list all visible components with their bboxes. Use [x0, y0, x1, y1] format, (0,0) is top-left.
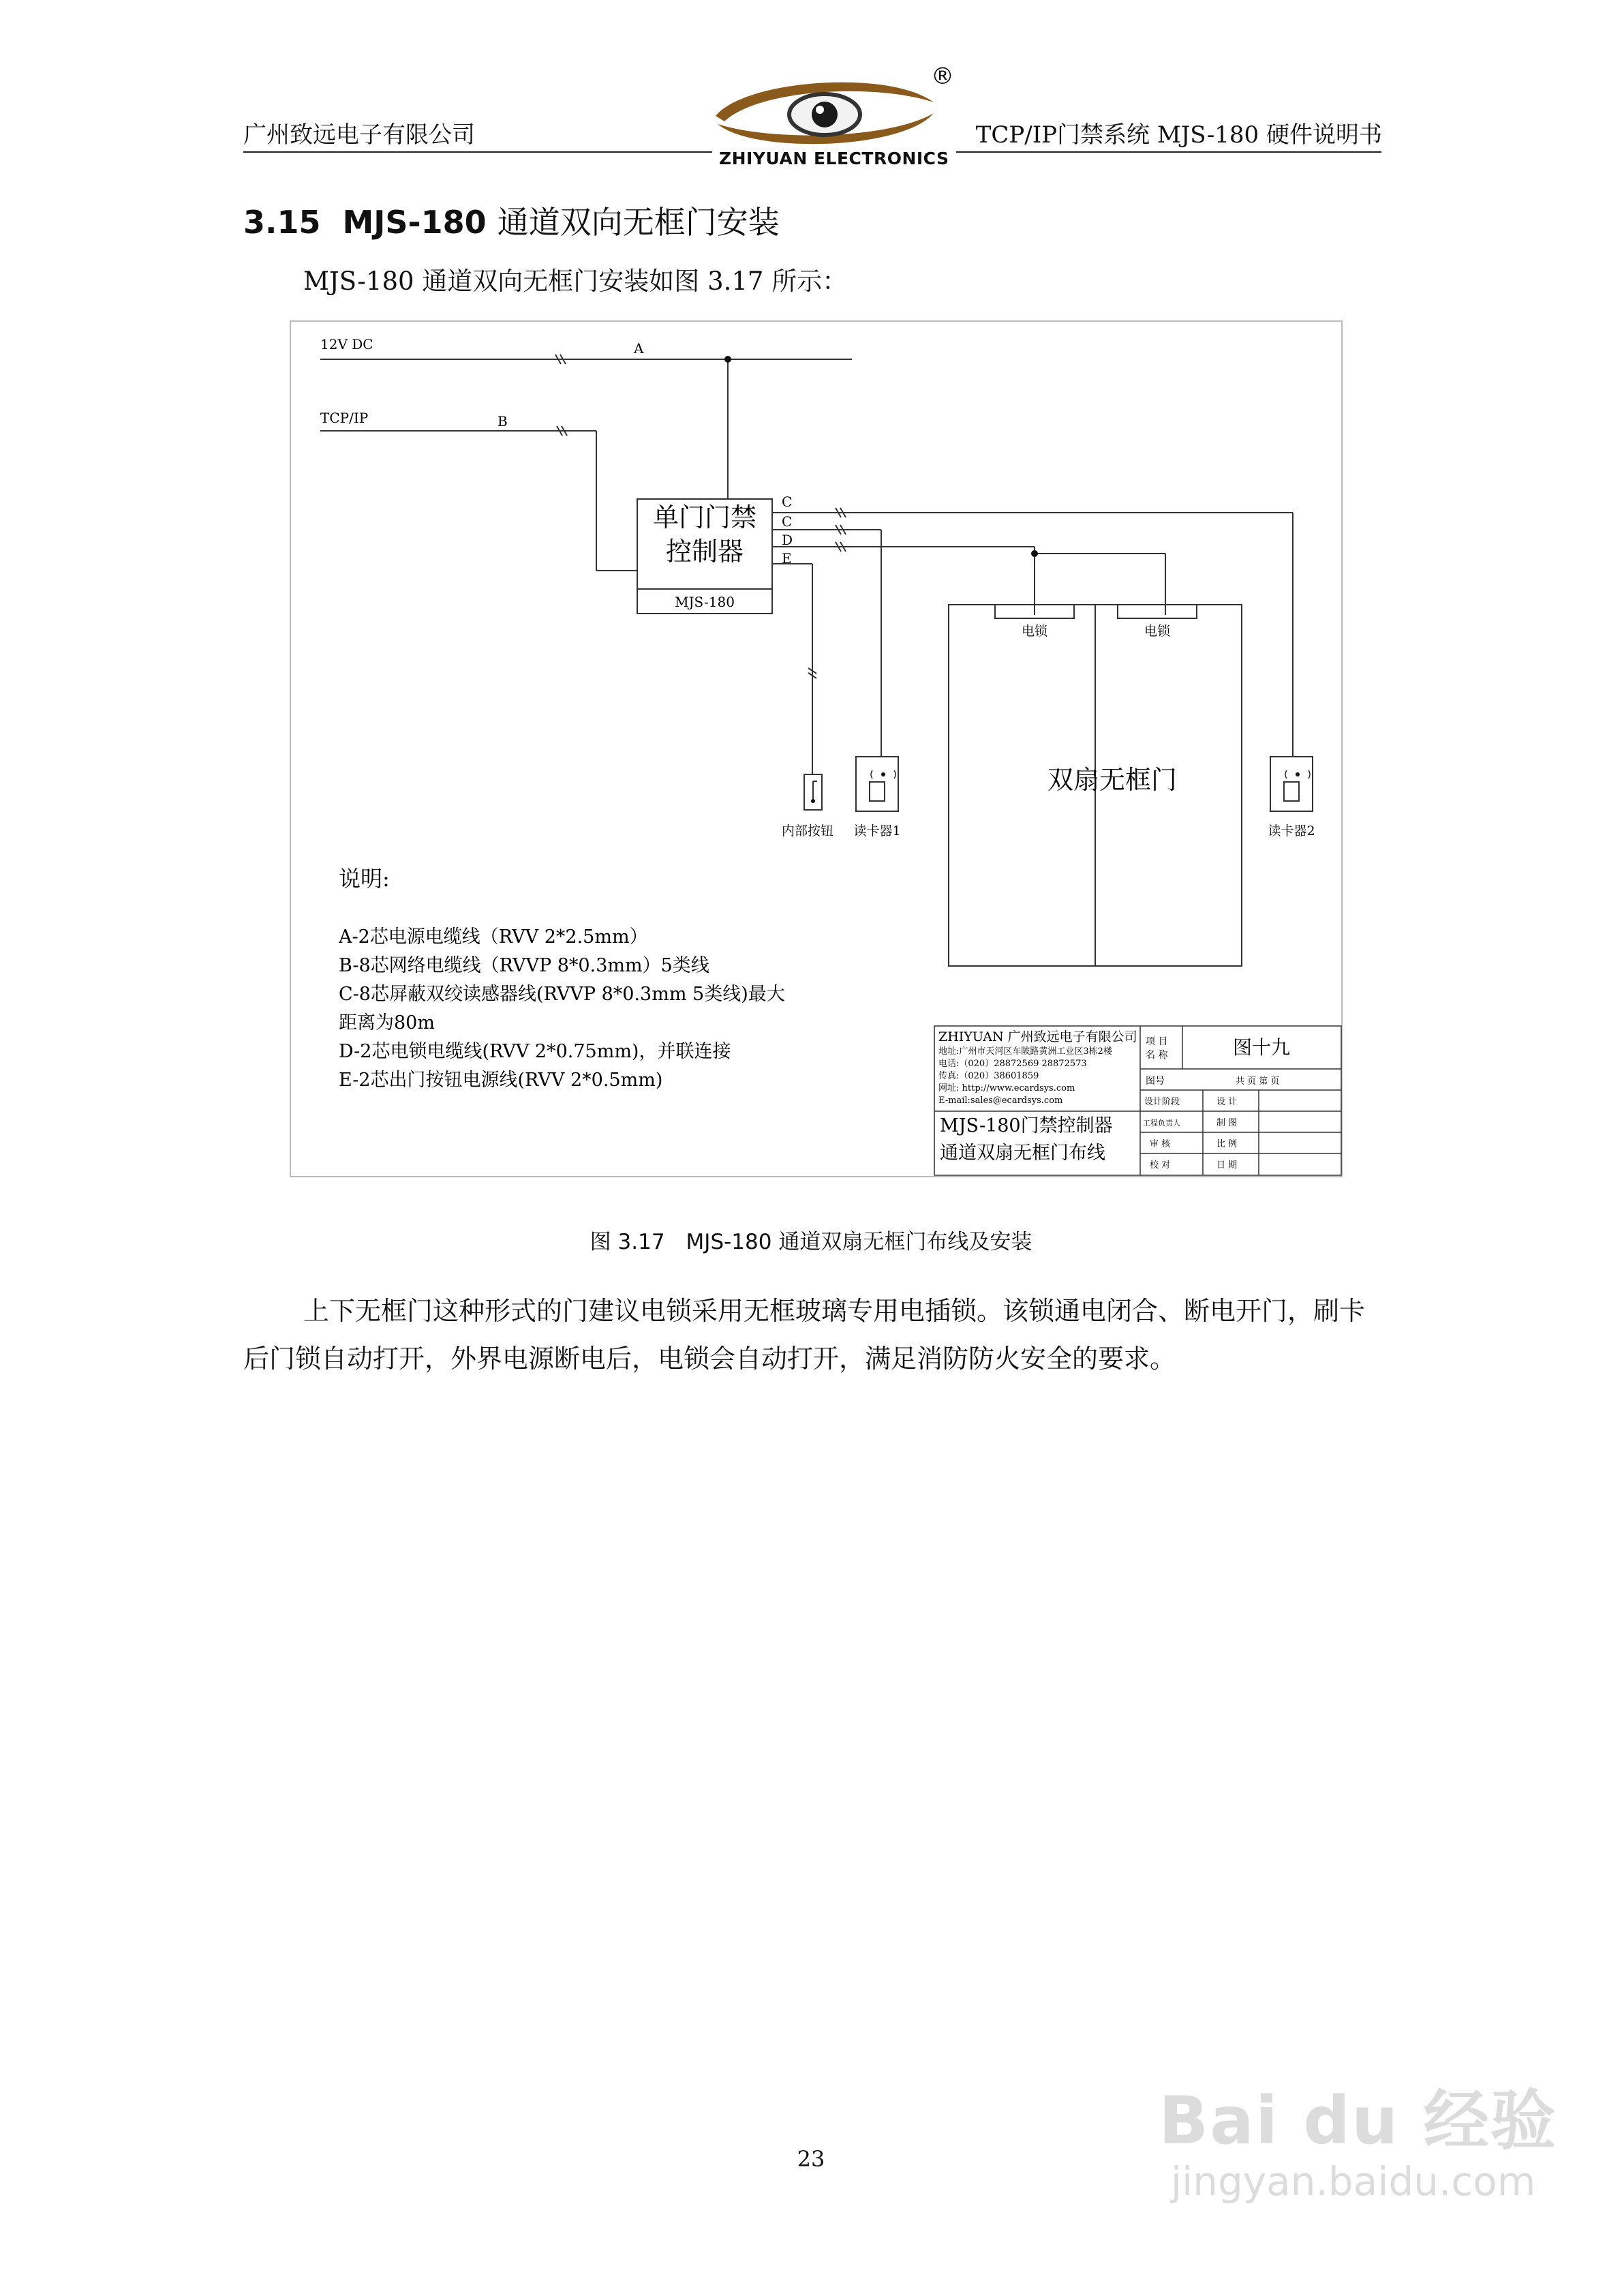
- tb-review: 审 核: [1150, 1139, 1171, 1149]
- label-tcpip: TCP/IP: [320, 410, 369, 426]
- label-c1: C: [782, 494, 793, 510]
- tb-title-1: MJS-180门禁控制器: [940, 1115, 1113, 1136]
- registered-mark: ®: [931, 63, 954, 90]
- watermark-brand: Bai du 经验: [1159, 2083, 1557, 2159]
- label-d: D: [782, 532, 793, 548]
- button-label: 内部按钮: [781, 824, 834, 839]
- tb-title-2: 通道双扇无框门布线: [940, 1143, 1105, 1164]
- tb-project-label-2: 名 称: [1146, 1050, 1168, 1061]
- intro-paragraph: MJS-180 通道双向无框门安装如图 3.17 所示：: [303, 267, 848, 296]
- zhiyuan-logo-icon: [705, 74, 944, 155]
- tb-total: 共 页 第 页: [1236, 1076, 1280, 1087]
- tb-stage: 设计阶段: [1144, 1097, 1180, 1107]
- label-e: E: [782, 550, 792, 567]
- section-title-zh: 通道双向无框门安装: [497, 204, 780, 241]
- wiring-diagram: [290, 320, 1343, 1177]
- header-doc-title: TCP/IP门禁系统 MJS-180 硬件说明书: [975, 121, 1382, 149]
- figure-caption: 图 3.17 MJS-180 通道双扇无框门布线及安装: [590, 1230, 1032, 1254]
- tb-draw: 制 图: [1216, 1118, 1238, 1128]
- tb-check: 校 对: [1150, 1160, 1171, 1170]
- note-e: E-2芯出门按钮电源线(RVV 2*0.5mm): [339, 1070, 663, 1091]
- lock-1-label: 电锁: [1021, 624, 1048, 639]
- note-c-distance: 距离为80m: [339, 1012, 435, 1033]
- tb-fax: 传真:（020）38601859: [938, 1071, 1039, 1081]
- notes-title: 说明:: [339, 866, 390, 892]
- logo-text: ZHIYUAN ELECTRONICS: [712, 149, 956, 168]
- header-company: 广州致远电子有限公司: [243, 121, 475, 149]
- tb-company: ZHIYUAN 广州致远电子有限公司: [938, 1029, 1137, 1044]
- section-title-en: MJS-180: [342, 204, 487, 241]
- tb-project-name: 图十九: [1232, 1036, 1291, 1059]
- note-a: A-2芯电源电缆线（RVV 2*2.5mm）: [339, 926, 648, 948]
- section-number: 3.15: [243, 204, 321, 241]
- tb-email: E-mail:sales@ecardsys.com: [938, 1096, 1063, 1106]
- baidu-watermark: [1159, 2069, 1557, 2205]
- reader-2-label: 读卡器2: [1268, 824, 1315, 839]
- tb-date: 日 期: [1216, 1160, 1238, 1170]
- tb-scale: 比 例: [1216, 1139, 1238, 1149]
- label-b: B: [498, 413, 508, 429]
- reader-1-label: 读卡器1: [853, 824, 901, 839]
- tb-address: 地址:广州市天河区车陂路黄洲工业区3栋2楼: [938, 1046, 1112, 1057]
- controller-label-2: 控制器: [665, 537, 744, 567]
- controller-model: MJS-180: [675, 594, 735, 610]
- note-c: C-8芯屏蔽双绞读感器线(RVVP 8*0.3mm 5类线)最大: [339, 984, 785, 1005]
- section-title: [243, 198, 780, 243]
- label-a: A: [634, 340, 644, 357]
- controller-label-1: 单门门禁: [652, 502, 757, 532]
- tb-design: 设 计: [1216, 1097, 1238, 1107]
- tb-web: 网址: http://www.ecardsys.com: [938, 1083, 1075, 1093]
- label-12v-dc: 12V DC: [320, 336, 373, 352]
- door-label: 双扇无框门: [1047, 765, 1178, 795]
- tb-project-label-1: 项 目: [1146, 1036, 1168, 1047]
- tb-drawing-no: 图号: [1146, 1076, 1165, 1087]
- tb-phone: 电话:（020）28872569 28872573: [938, 1059, 1087, 1069]
- label-c2: C: [782, 513, 793, 530]
- watermark-url: jingyan.baidu.com: [1171, 2158, 1536, 2205]
- tb-engineer: 工程负责人: [1143, 1119, 1180, 1128]
- page-number: 23: [797, 2146, 825, 2172]
- lock-2-label: 电锁: [1144, 624, 1171, 639]
- note-b: B-8芯网络电缆线（RVVP 8*0.3mm）5类线: [339, 955, 709, 976]
- note-d: D-2芯电锁电缆线(RVV 2*0.75mm)，并联连接: [339, 1041, 731, 1062]
- body-paragraph: 上下无框门这种形式的门建议电锁采用无框玻璃专用电插锁。该锁通电闭合、断电开门，刷卡后门锁自动打开，外界电源断电后，电锁会自动打开，满足消防防火安全的要求。: [243, 1296, 1366, 1374]
